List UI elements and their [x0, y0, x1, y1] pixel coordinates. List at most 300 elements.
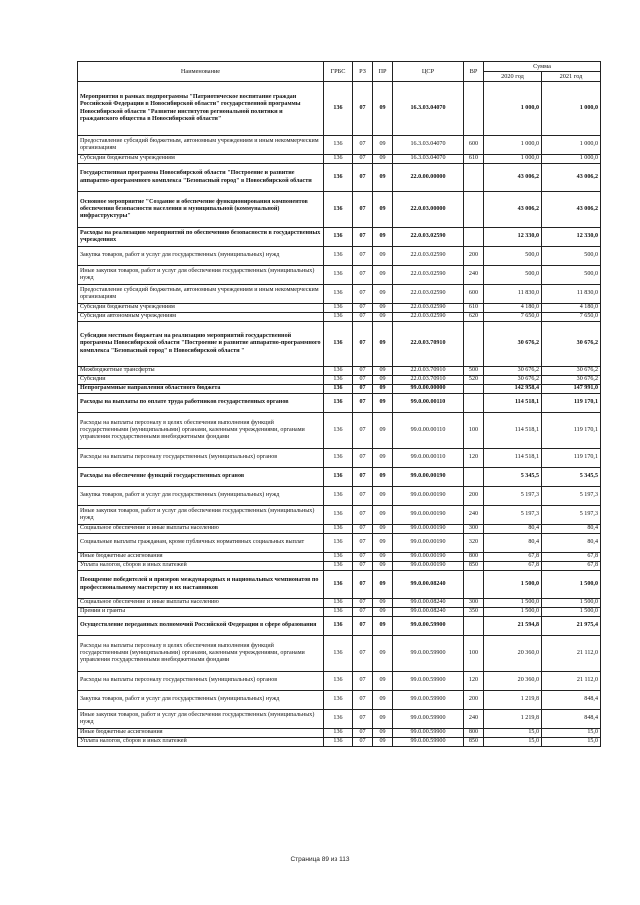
cell-v2021: 1 000,0 [542, 136, 601, 155]
cell-csr: 99.0.00.59900 [393, 636, 464, 672]
cell-pr: 09 [373, 562, 393, 571]
cell-csr: 99.0.00.08240 [393, 608, 464, 617]
cell-rz: 07 [353, 394, 373, 413]
page-number: Страница 89 из 113 [290, 856, 350, 863]
table-row [78, 367, 601, 376]
cell-v2020: 67,8 [484, 553, 542, 562]
cell-name: Расходы на реализацию мероприятий по обеспечению безопасности в государственных учреждениях [78, 228, 324, 247]
cell-v2020: 1 000,0 [484, 136, 542, 155]
table-row [78, 599, 601, 608]
cell-v2021: 21 975,4 [542, 617, 601, 636]
cell-v2020: 20 360,0 [484, 636, 542, 672]
cell-csr: 99.0.00.08240 [393, 599, 464, 608]
cell-v2020: 12 330,0 [484, 228, 542, 247]
cell-pr: 09 [373, 506, 393, 525]
cell-pr: 09 [373, 525, 393, 534]
cell-v2021: 5 197,3 [542, 506, 601, 525]
cell-pr: 09 [373, 192, 393, 228]
cell-csr: 16.3.03.04070 [393, 136, 464, 155]
cell-grbs: 136 [324, 192, 353, 228]
cell-name: Закупка товаров, работ и услуг для государственных (муниципальных) нужд [78, 691, 324, 710]
cell-name: Расходы на выплаты персоналу в целях обеспечения выполнения функций государственными (муниципальными) органами, казенными учреждениями, органами управления государственными внебюджетными фондами [78, 636, 324, 672]
cell-v2021: 43 006,2 [542, 164, 601, 192]
cell-csr: 99.0.00.59900 [393, 738, 464, 747]
cell-csr: 99.0.00.00110 [393, 394, 464, 413]
cell-v2021: 147 991,0 [542, 385, 601, 394]
cell-rz: 07 [353, 506, 373, 525]
cell-name: Социальное обеспечение и иные выплаты населению [78, 525, 324, 534]
cell-name: Уплата налогов, сборов и иных платежей [78, 562, 324, 571]
cell-v2021: 30 676,2 [542, 367, 601, 376]
cell-vr [464, 82, 484, 136]
cell-name: Субсидии [78, 376, 324, 385]
cell-name: Социальное обеспечение и иные выплаты населению [78, 599, 324, 608]
cell-rz: 07 [353, 155, 373, 164]
cell-v2021: 11 830,0 [542, 285, 601, 304]
cell-csr: 22.0.03.70910 [393, 322, 464, 367]
cell-vr: 200 [464, 487, 484, 506]
cell-grbs: 136 [324, 322, 353, 367]
cell-grbs: 136 [324, 729, 353, 738]
cell-v2020: 1 219,8 [484, 691, 542, 710]
table-row [78, 192, 601, 228]
cell-grbs: 136 [324, 413, 353, 449]
cell-rz: 07 [353, 534, 373, 553]
cell-vr [464, 468, 484, 487]
cell-v2021: 80,4 [542, 534, 601, 553]
cell-pr: 09 [373, 729, 393, 738]
col-header-2020: 2020 год [484, 72, 542, 82]
cell-csr: 22.0.00.00000 [393, 164, 464, 192]
cell-csr: 22.0.03.02590 [393, 228, 464, 247]
cell-vr: 300 [464, 599, 484, 608]
cell-pr: 09 [373, 738, 393, 747]
cell-vr: 850 [464, 562, 484, 571]
table-row [78, 228, 601, 247]
cell-v2021: 7 650,0 [542, 313, 601, 322]
cell-v2021: 30 676,2 [542, 322, 601, 367]
table-row [78, 571, 601, 599]
cell-vr: 610 [464, 304, 484, 313]
budget-table [77, 61, 601, 747]
cell-rz: 07 [353, 617, 373, 636]
cell-v2020: 4 180,0 [484, 304, 542, 313]
cell-grbs: 136 [324, 553, 353, 562]
cell-v2020: 21 594,8 [484, 617, 542, 636]
cell-rz: 07 [353, 729, 373, 738]
cell-csr: 99.0.00.00190 [393, 506, 464, 525]
budget-table-sheet [77, 61, 600, 747]
cell-name: Премии и гранты [78, 608, 324, 617]
table-row [78, 487, 601, 506]
cell-v2020: 1 500,0 [484, 571, 542, 599]
table-row [78, 729, 601, 738]
table-row [78, 394, 601, 413]
cell-pr: 09 [373, 285, 393, 304]
cell-v2020: 30 676,2 [484, 376, 542, 385]
cell-rz: 07 [353, 599, 373, 608]
cell-v2021: 1 000,0 [542, 155, 601, 164]
table-row [78, 562, 601, 571]
cell-v2020: 500,0 [484, 247, 542, 266]
cell-grbs: 136 [324, 599, 353, 608]
col-header-2021: 2021 год [542, 72, 601, 82]
cell-name: Основное мероприятие "Создание и обеспечение функционирования компонентов обеспечения безопасности населения и муниципальной (коммунальной) инфраструктуры" [78, 192, 324, 228]
cell-pr: 09 [373, 617, 393, 636]
cell-v2020: 114 518,1 [484, 449, 542, 468]
cell-grbs: 136 [324, 164, 353, 192]
cell-csr: 99.0.00.00110 [393, 413, 464, 449]
cell-v2021: 500,0 [542, 266, 601, 285]
cell-v2021: 4 180,0 [542, 304, 601, 313]
cell-grbs: 136 [324, 487, 353, 506]
cell-v2020: 15,0 [484, 729, 542, 738]
cell-v2020: 5 197,3 [484, 506, 542, 525]
cell-v2020: 114 518,1 [484, 394, 542, 413]
cell-grbs: 136 [324, 385, 353, 394]
cell-v2020: 67,8 [484, 562, 542, 571]
cell-rz: 07 [353, 304, 373, 313]
cell-pr: 09 [373, 247, 393, 266]
cell-grbs: 136 [324, 525, 353, 534]
cell-vr [464, 322, 484, 367]
cell-vr: 200 [464, 247, 484, 266]
cell-vr [464, 228, 484, 247]
cell-name: Расходы на выплаты персоналу в целях обеспечения выполнения функций государственными (муниципальными) органами, казенными учреждениями, органами управления государственными внебюджетными фондами [78, 413, 324, 449]
cell-rz: 07 [353, 285, 373, 304]
cell-csr: 99.0.00.59900 [393, 617, 464, 636]
cell-rz: 07 [353, 322, 373, 367]
table-row [78, 506, 601, 525]
col-header-vr: ВР [464, 62, 484, 82]
cell-pr: 09 [373, 376, 393, 385]
cell-csr: 16.3.03.04070 [393, 82, 464, 136]
cell-pr: 09 [373, 136, 393, 155]
cell-name: Иные закупки товаров, работ и услуг для обеспечения государственных (муниципальных) нужд [78, 710, 324, 729]
cell-name: Непрограммные направления областного бюджета [78, 385, 324, 394]
cell-v2021: 5 197,3 [542, 487, 601, 506]
cell-rz: 07 [353, 738, 373, 747]
cell-rz: 07 [353, 553, 373, 562]
table-row [78, 449, 601, 468]
cell-v2021: 67,8 [542, 562, 601, 571]
table-row [78, 385, 601, 394]
cell-rz: 07 [353, 266, 373, 285]
cell-csr: 99.0.00.00190 [393, 562, 464, 571]
cell-vr: 600 [464, 136, 484, 155]
col-header-grbs: ГРБС [324, 62, 353, 82]
cell-pr: 09 [373, 413, 393, 449]
cell-csr: 99.0.00.08240 [393, 571, 464, 599]
cell-pr: 09 [373, 691, 393, 710]
cell-v2020: 142 958,4 [484, 385, 542, 394]
table-row [78, 322, 601, 367]
cell-v2021: 30 676,2 [542, 376, 601, 385]
cell-csr: 99.0.00.00000 [393, 385, 464, 394]
cell-pr: 09 [373, 608, 393, 617]
cell-grbs: 136 [324, 562, 353, 571]
cell-name: Мероприятия в рамках подпрограммы "Патриотическое воспитание граждан Российской Федерации в Новосибирской области" государственной программы Новосибирской области "Развитие институтов региональной политики и гражданского общества в Новосибирской области" [78, 82, 324, 136]
cell-v2020: 7 650,0 [484, 313, 542, 322]
cell-v2020: 500,0 [484, 266, 542, 285]
cell-name: Межбюджетные трансферты [78, 367, 324, 376]
table-row [78, 313, 601, 322]
cell-v2020: 11 830,0 [484, 285, 542, 304]
cell-rz: 07 [353, 82, 373, 136]
cell-name: Уплата налогов, сборов и иных платежей [78, 738, 324, 747]
cell-rz: 07 [353, 385, 373, 394]
cell-v2020: 15,0 [484, 738, 542, 747]
cell-csr: 22.0.03.02590 [393, 247, 464, 266]
cell-rz: 07 [353, 192, 373, 228]
cell-v2021: 1 500,0 [542, 571, 601, 599]
cell-grbs: 136 [324, 155, 353, 164]
cell-grbs: 136 [324, 285, 353, 304]
col-header-name: Наименование [78, 62, 324, 82]
cell-csr: 99.0.00.00190 [393, 468, 464, 487]
cell-vr: 600 [464, 285, 484, 304]
cell-v2020: 20 360,0 [484, 672, 542, 691]
col-header-sum: Сумма [484, 62, 601, 72]
cell-vr: 800 [464, 553, 484, 562]
cell-v2021: 15,0 [542, 729, 601, 738]
cell-pr: 09 [373, 313, 393, 322]
cell-csr: 22.0.03.02590 [393, 313, 464, 322]
cell-v2021: 80,4 [542, 525, 601, 534]
cell-csr: 99.0.00.59900 [393, 710, 464, 729]
cell-rz: 07 [353, 636, 373, 672]
cell-v2020: 30 676,2 [484, 367, 542, 376]
cell-name: Иные бюджетные ассигнования [78, 729, 324, 738]
cell-v2021: 1 500,0 [542, 608, 601, 617]
cell-grbs: 136 [324, 710, 353, 729]
cell-csr: 99.0.00.00190 [393, 525, 464, 534]
cell-name: Осуществление переданных полномочий Российской Федерации в сфере образования [78, 617, 324, 636]
cell-rz: 07 [353, 562, 373, 571]
cell-grbs: 136 [324, 136, 353, 155]
cell-rz: 07 [353, 710, 373, 729]
cell-name: Расходы на выплаты персоналу государственных (муниципальных) органов [78, 672, 324, 691]
cell-pr: 09 [373, 82, 393, 136]
cell-grbs: 136 [324, 394, 353, 413]
cell-vr: 610 [464, 155, 484, 164]
cell-name: Иные бюджетные ассигнования [78, 553, 324, 562]
cell-vr: 240 [464, 506, 484, 525]
cell-rz: 07 [353, 164, 373, 192]
col-header-rz: РЗ [353, 62, 373, 82]
cell-v2020: 1 000,0 [484, 155, 542, 164]
table-row [78, 136, 601, 155]
table-row [78, 285, 601, 304]
cell-v2020: 1 500,0 [484, 608, 542, 617]
cell-name: Социальные выплаты гражданам, кроме публичных нормативных социальных выплат [78, 534, 324, 553]
cell-name: Предоставление субсидий бюджетным, автономным учреждениям и иным некоммерческим организациям [78, 285, 324, 304]
table-row [78, 636, 601, 672]
cell-pr: 09 [373, 534, 393, 553]
cell-v2020: 30 676,2 [484, 322, 542, 367]
cell-pr: 09 [373, 304, 393, 313]
cell-pr: 09 [373, 385, 393, 394]
cell-v2020: 80,4 [484, 525, 542, 534]
cell-csr: 99.0.00.59900 [393, 729, 464, 738]
cell-rz: 07 [353, 608, 373, 617]
cell-vr [464, 394, 484, 413]
cell-name: Закупка товаров, работ и услуг для государственных (муниципальных) нужд [78, 487, 324, 506]
cell-vr: 120 [464, 672, 484, 691]
cell-pr: 09 [373, 599, 393, 608]
cell-v2020: 5 197,3 [484, 487, 542, 506]
cell-csr: 99.0.00.00190 [393, 534, 464, 553]
cell-rz: 07 [353, 525, 373, 534]
table-row [78, 304, 601, 313]
cell-pr: 09 [373, 710, 393, 729]
cell-vr: 320 [464, 534, 484, 553]
cell-rz: 07 [353, 228, 373, 247]
cell-grbs: 136 [324, 691, 353, 710]
table-row [78, 247, 601, 266]
cell-name: Субсидии автономным учреждениям [78, 313, 324, 322]
cell-vr: 620 [464, 313, 484, 322]
cell-v2020: 5 345,5 [484, 468, 542, 487]
table-row [78, 413, 601, 449]
cell-vr: 800 [464, 729, 484, 738]
table-row [78, 738, 601, 747]
cell-grbs: 136 [324, 672, 353, 691]
cell-pr: 09 [373, 228, 393, 247]
cell-v2020: 43 006,2 [484, 192, 542, 228]
cell-v2021: 119 170,1 [542, 449, 601, 468]
cell-grbs: 136 [324, 468, 353, 487]
cell-pr: 09 [373, 155, 393, 164]
cell-pr: 09 [373, 636, 393, 672]
table-row [78, 155, 601, 164]
cell-pr: 09 [373, 394, 393, 413]
cell-rz: 07 [353, 313, 373, 322]
cell-csr: 22.0.03.02590 [393, 304, 464, 313]
cell-pr: 09 [373, 672, 393, 691]
cell-grbs: 136 [324, 506, 353, 525]
cell-name: Поощрение победителей и призеров международных и национальных чемпионатов по профессиональному мастерству и их наставников [78, 571, 324, 599]
cell-rz: 07 [353, 468, 373, 487]
cell-name: Субсидии бюджетным учреждениям [78, 155, 324, 164]
cell-csr: 22.0.03.02590 [393, 266, 464, 285]
cell-grbs: 136 [324, 617, 353, 636]
cell-v2021: 15,0 [542, 738, 601, 747]
cell-grbs: 136 [324, 313, 353, 322]
cell-v2020: 1 500,0 [484, 599, 542, 608]
cell-grbs: 136 [324, 636, 353, 672]
cell-csr: 99.0.00.59900 [393, 672, 464, 691]
cell-v2021: 21 112,0 [542, 636, 601, 672]
cell-name: Закупка товаров, работ и услуг для государственных (муниципальных) нужд [78, 247, 324, 266]
cell-v2021: 119 170,1 [542, 413, 601, 449]
cell-vr: 100 [464, 413, 484, 449]
cell-rz: 07 [353, 487, 373, 506]
cell-v2020: 43 006,2 [484, 164, 542, 192]
cell-grbs: 136 [324, 571, 353, 599]
cell-name: Субсидии бюджетным учреждениям [78, 304, 324, 313]
cell-rz: 07 [353, 413, 373, 449]
cell-v2021: 500,0 [542, 247, 601, 266]
cell-grbs: 136 [324, 247, 353, 266]
cell-vr [464, 571, 484, 599]
cell-csr: 22.0.03.70910 [393, 376, 464, 385]
cell-rz: 07 [353, 672, 373, 691]
cell-vr: 120 [464, 449, 484, 468]
cell-grbs: 136 [324, 608, 353, 617]
cell-pr: 09 [373, 266, 393, 285]
col-header-pr: ПР [373, 62, 393, 82]
cell-csr: 99.0.00.00190 [393, 487, 464, 506]
cell-pr: 09 [373, 468, 393, 487]
cell-csr: 99.0.00.00190 [393, 553, 464, 562]
cell-vr [464, 192, 484, 228]
table-row [78, 672, 601, 691]
cell-name: Иные закупки товаров, работ и услуг для обеспечения государственных (муниципальных) нужд [78, 266, 324, 285]
table-row [78, 468, 601, 487]
cell-name: Расходы на выплаты по оплате труда работников государственных органов [78, 394, 324, 413]
cell-name: Субсидии местным бюджетам на реализацию мероприятий государственной программы Новосибирской области "Построение и развитие аппаратно-программного комплекса "Безопасный город" в Новосибирской области " [78, 322, 324, 367]
cell-name: Предоставление субсидий бюджетным, автономным учреждениям и иным некоммерческим организациям [78, 136, 324, 155]
cell-vr: 200 [464, 691, 484, 710]
cell-pr: 09 [373, 571, 393, 599]
cell-rz: 07 [353, 376, 373, 385]
table-row [78, 376, 601, 385]
cell-vr: 300 [464, 525, 484, 534]
cell-v2021: 848,4 [542, 691, 601, 710]
cell-grbs: 136 [324, 367, 353, 376]
cell-v2021: 848,4 [542, 710, 601, 729]
cell-csr: 22.0.03.70910 [393, 367, 464, 376]
cell-name: Расходы на выплаты персоналу государственных (муниципальных) органов [78, 449, 324, 468]
cell-v2021: 1 000,0 [542, 82, 601, 136]
table-row [78, 691, 601, 710]
cell-v2020: 1 219,8 [484, 710, 542, 729]
cell-v2021: 67,8 [542, 553, 601, 562]
cell-v2021: 21 112,0 [542, 672, 601, 691]
cell-vr [464, 385, 484, 394]
cell-csr: 22.0.03.02590 [393, 285, 464, 304]
cell-vr [464, 164, 484, 192]
cell-grbs: 136 [324, 534, 353, 553]
cell-pr: 09 [373, 553, 393, 562]
cell-rz: 07 [353, 367, 373, 376]
table-row [78, 553, 601, 562]
cell-csr: 22.0.03.00000 [393, 192, 464, 228]
cell-rz: 07 [353, 136, 373, 155]
cell-pr: 09 [373, 322, 393, 367]
table-row [78, 710, 601, 729]
cell-v2021: 43 006,2 [542, 192, 601, 228]
cell-vr: 520 [464, 376, 484, 385]
cell-v2021: 1 500,0 [542, 599, 601, 608]
table-row [78, 266, 601, 285]
cell-vr: 100 [464, 636, 484, 672]
cell-grbs: 136 [324, 304, 353, 313]
cell-rz: 07 [353, 691, 373, 710]
cell-pr: 09 [373, 449, 393, 468]
table-body [78, 82, 601, 747]
cell-vr: 850 [464, 738, 484, 747]
cell-grbs: 136 [324, 228, 353, 247]
table-row [78, 525, 601, 534]
cell-name: Расходы на обеспечение функций государственных органов [78, 468, 324, 487]
cell-grbs: 136 [324, 738, 353, 747]
cell-rz: 07 [353, 247, 373, 266]
table-row [78, 82, 601, 136]
cell-grbs: 136 [324, 266, 353, 285]
cell-v2021: 119 170,1 [542, 394, 601, 413]
